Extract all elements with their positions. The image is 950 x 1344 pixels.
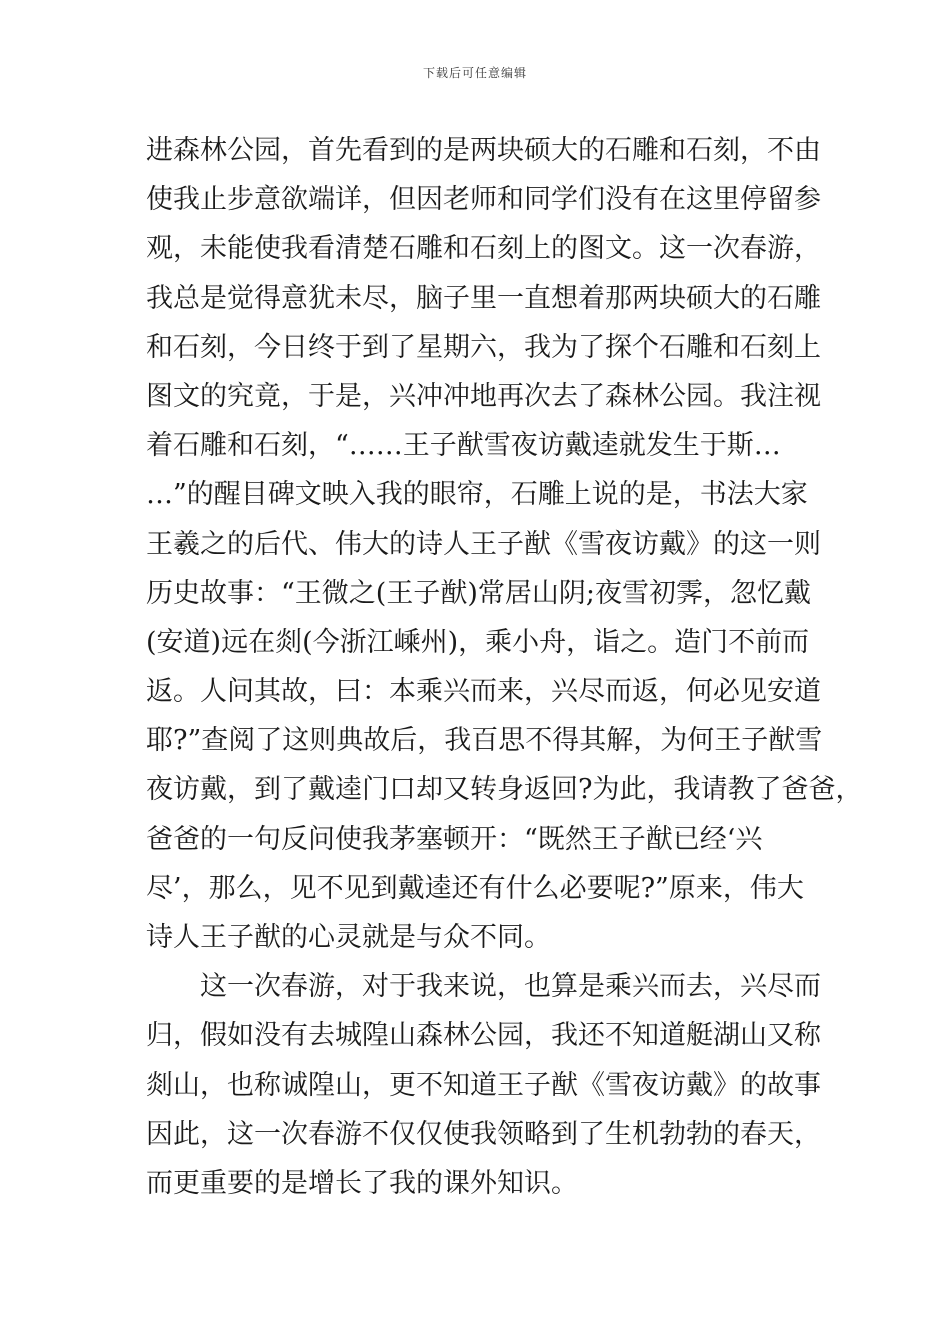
text-line: 和石刻，今日终于到了星期六，我为了探个石雕和石刻上: [146, 331, 821, 363]
text-line: 耶?”查阅了这则典故后，我百思不得其解，为何王子猷雪: [146, 725, 823, 757]
text-line: 爸爸的一句反问使我茅塞顿开：“既然王子猷已经‘兴: [146, 823, 763, 855]
text-line: 着石雕和石刻，“……王子猷雪夜访戴逵就发生于斯…: [146, 430, 781, 462]
text-line: 图文的究竟，于是，兴冲冲地再次去了森林公园。我注视: [146, 380, 821, 412]
text-line: 使我止步意欲端详，但因老师和同学们没有在这里停留参: [146, 184, 821, 216]
text-line: 历史故事：“王微之(王子猷)常居山阴;夜雪初霁，忽忆戴: [146, 577, 811, 609]
text-line: 观，未能使我看清楚石雕和石刻上的图文。这一次春游，: [146, 233, 821, 265]
body-text: [146, 126, 863, 1208]
text-line: 归，假如没有去城隍山森林公园，我还不知道艇湖山又称: [146, 1020, 821, 1052]
header-note: 下载后可任意编辑: [422, 66, 527, 80]
text-line: 剡山，也称诚隍山，更不知道王子猷《雪夜访戴》的故事: [146, 1069, 821, 1101]
text-line: 我总是觉得意犹未尽，脑子里一直想着那两块硕大的石雕: [146, 282, 821, 314]
text-line: 因此，这一次春游不仅仅使我领略到了生机勃勃的春天，: [146, 1118, 821, 1150]
text-line: 返。人问其故，曰：本乘兴而来，兴尽而返，何必见安道: [146, 676, 821, 708]
text-line: 而更重要的是增长了我的课外知识。: [146, 1167, 578, 1199]
text-line: 尽’，那么，见不见到戴逵还有什么必要呢?”原来，伟大: [146, 872, 804, 904]
text-line: 进森林公园，首先看到的是两块硕大的石雕和石刻，不由: [146, 135, 821, 166]
text-line: 夜访戴，到了戴逵门口却又转身返回?为此，我请教了爸爸，: [146, 774, 863, 806]
text-line: (安道)远在剡(今浙江嵊州)，乘小舟，诣之。造门不前而: [146, 626, 810, 658]
paragraph-start-line: 这一次春游，对于我来说，也算是乘兴而去，兴尽而: [200, 971, 821, 1003]
text-line: 诗人王子猷的心灵就是与众不同。: [146, 922, 551, 953]
text-line: 王羲之的后代、伟大的诗人王子猷《雪夜访戴》的这一则: [146, 528, 821, 560]
text-line: …”的醒目碑文映入我的眼帘，石雕上说的是，书法大家: [146, 479, 808, 511]
